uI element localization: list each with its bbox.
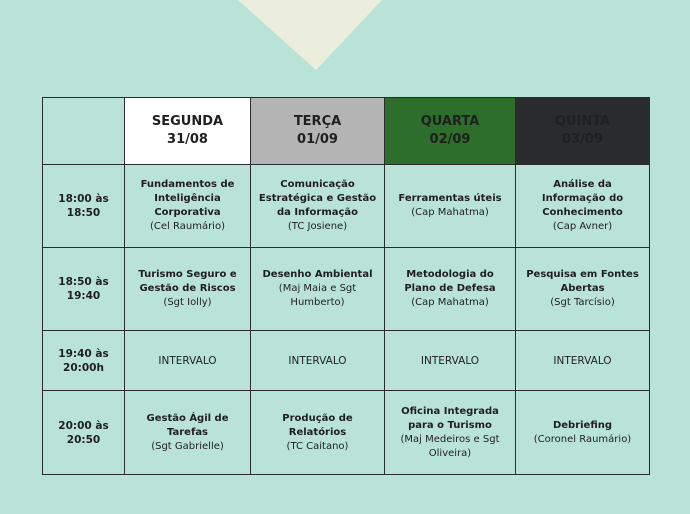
session-cell — [251, 391, 385, 475]
session-instructor: (TC Caitano) — [286, 440, 349, 452]
day-date: 31/08 — [167, 132, 208, 147]
time-cell — [43, 248, 125, 331]
time-cell — [43, 165, 125, 248]
session-title: Ferramentas úteis — [398, 193, 502, 204]
session-instructor: (Sgt Tarcísio) — [550, 297, 615, 308]
session-title: Produção de Relatórios — [282, 412, 353, 438]
time-end: 20:00h — [63, 361, 104, 374]
session-instructor: (Cel Raumário) — [150, 221, 225, 232]
day-name: QUARTA — [420, 114, 480, 129]
session-title: Desenho Ambiental — [262, 269, 373, 280]
session-title: Pesquisa em Fontes Abertas — [526, 269, 639, 294]
session-instructor: (Coronel Raumário) — [533, 433, 632, 445]
session-cell — [385, 391, 516, 475]
session-title: Debriefing — [552, 419, 613, 431]
time-end: 20:50 — [66, 433, 101, 446]
day-header-terca — [251, 98, 385, 165]
session-instructor: (Sgt Iolly) — [163, 297, 212, 308]
session-title: Fundamentos de Inteligência Corporativa — [140, 179, 235, 218]
day-header-segunda — [125, 98, 251, 165]
break-cell: INTERVALO — [516, 331, 650, 391]
day-name: TERÇA — [293, 114, 342, 129]
session-instructor: (Maj Medeiros e Sgt Oliveira) — [400, 433, 500, 459]
session-cell — [125, 248, 251, 331]
decorative-triangle — [0, 0, 690, 80]
day-name: QUINTA — [554, 114, 611, 129]
time-start: 18:50 às — [58, 276, 109, 288]
session-title: Análise da Informação do Conhecimento — [541, 179, 624, 218]
time-end: 19:40 — [66, 290, 101, 302]
day-name: SEGUNDA — [151, 114, 224, 129]
session-cell — [251, 248, 385, 331]
session-title: Metodologia do Plano de Defesa — [404, 269, 496, 294]
time-end: 18:50 — [66, 207, 101, 219]
day-date: 01/09 — [297, 132, 338, 147]
break-cell: INTERVALO — [385, 331, 516, 391]
time-start: 19:40 às — [58, 347, 109, 360]
time-cell — [43, 331, 125, 391]
corner-cell — [43, 98, 125, 165]
day-header-quinta — [516, 98, 650, 165]
schedule-table — [42, 97, 650, 475]
session-instructor: (Cap Mahatma) — [411, 297, 489, 308]
header-row — [43, 98, 650, 165]
day-date: 02/09 — [429, 132, 471, 147]
session-cell — [385, 248, 516, 331]
session-title: Comunicação Estratégica e Gestão da Informação — [258, 179, 377, 218]
day-date: 03/09 — [562, 132, 603, 147]
session-instructor: (TC Josiene) — [287, 221, 348, 232]
table-row — [43, 248, 650, 331]
session-cell — [516, 165, 650, 248]
session-cell — [125, 165, 251, 248]
break-cell: INTERVALO — [251, 331, 385, 391]
triangle-shape — [238, 0, 382, 70]
session-instructor: (Cap Avner) — [552, 221, 613, 232]
table-row — [43, 391, 650, 475]
session-instructor: (Cap Mahatma) — [411, 207, 489, 218]
session-title: Gestão Ágil de Tarefas — [146, 412, 229, 438]
time-start: 20:00 às — [58, 419, 109, 432]
session-cell — [125, 391, 251, 475]
time-start: 18:00 às — [58, 193, 109, 205]
session-title: Oficina Integrada para o Turismo — [401, 405, 499, 431]
session-cell — [385, 165, 516, 248]
break-cell: INTERVALO — [125, 331, 251, 391]
session-title: Turismo Seguro e Gestão de Riscos — [138, 269, 237, 294]
session-cell — [516, 248, 650, 331]
table-row — [43, 165, 650, 248]
break-row — [43, 331, 650, 391]
session-cell — [251, 165, 385, 248]
day-header-quarta — [385, 98, 516, 165]
session-instructor: (Maj Maia e Sgt Humberto) — [278, 283, 357, 308]
session-cell — [516, 391, 650, 475]
session-instructor: (Sgt Gabrielle) — [151, 440, 224, 452]
time-cell — [43, 391, 125, 475]
